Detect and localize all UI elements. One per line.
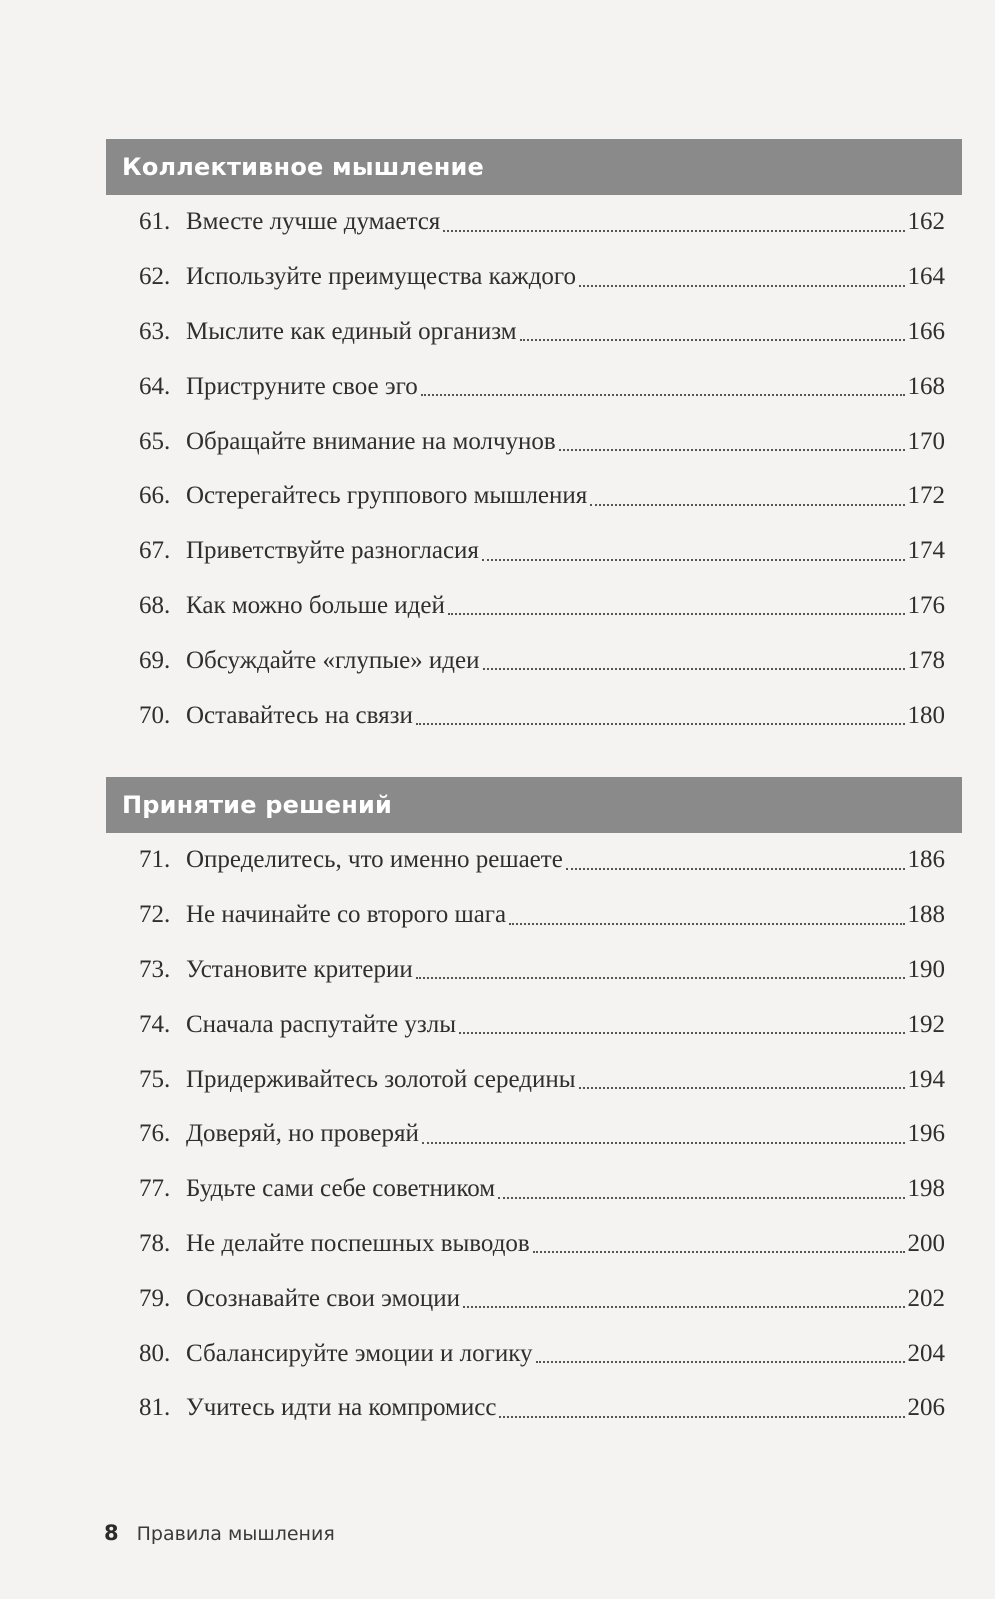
toc-entry [106, 1381, 962, 1436]
toc-entry-number: 81. [139, 1394, 171, 1422]
toc-entry-number: 80. [139, 1339, 171, 1367]
toc-entry-number: 65. [139, 427, 171, 455]
toc-entry-number: 70. [139, 701, 171, 729]
toc-entry-title: Учитесь идти на компромисс [186, 1394, 497, 1422]
toc-entry-page-number: 186 [907, 846, 945, 874]
toc-entry [106, 250, 962, 305]
toc-entry [106, 997, 962, 1052]
footer-book-title: Правила мышления [136, 1523, 335, 1545]
section-title: Принятие решений [122, 791, 393, 819]
toc-entry-number: 64. [139, 372, 171, 400]
dot-leader [416, 976, 905, 979]
toc-entry-title: Оставайтесь на связи [186, 701, 413, 729]
toc-entry-number: 63. [139, 317, 171, 345]
dot-leader [590, 503, 904, 506]
toc-entry-number: 75. [139, 1065, 171, 1093]
toc-entry [106, 359, 962, 414]
toc-entry-title: Приструните свое эго [186, 372, 418, 400]
toc-entry-page-number: 172 [907, 482, 945, 510]
toc-entry-page-number: 196 [907, 1120, 945, 1148]
dot-leader [416, 722, 905, 725]
toc-entry [106, 1271, 962, 1326]
toc-entry-number: 72. [139, 901, 171, 929]
toc-entry [106, 688, 962, 743]
toc-entry [106, 1217, 962, 1272]
toc-entry-page-number: 168 [907, 372, 945, 400]
toc-entry-page-number: 178 [907, 646, 945, 674]
footer-page-number: 8 [104, 1521, 119, 1545]
toc-entry-title: Не начинайте со второго шага [186, 901, 507, 929]
toc-entry-page-number: 162 [907, 208, 945, 236]
toc-entry-number: 77. [139, 1175, 171, 1203]
toc-entry-number: 76. [139, 1120, 171, 1148]
toc-entry [106, 1326, 962, 1381]
section-header [106, 139, 962, 195]
toc-entry-number: 61. [139, 208, 171, 236]
toc-entry [106, 469, 962, 524]
toc-entry-title: Вместе лучше думается [186, 208, 441, 236]
toc-entry-page-number: 176 [907, 591, 945, 619]
toc-entry-title: Установите критерии [186, 955, 413, 983]
toc-entry-number: 73. [139, 955, 171, 983]
page-footer [104, 1521, 335, 1545]
dot-leader [559, 448, 905, 451]
toc-list [106, 833, 962, 1436]
dot-leader [536, 1360, 905, 1363]
toc-entry [106, 579, 962, 634]
toc-entry-title: Как можно больше идей [186, 591, 445, 619]
toc-entry [106, 888, 962, 943]
toc-entry-page-number: 190 [907, 955, 945, 983]
dot-leader [520, 338, 905, 341]
section-header [106, 777, 962, 833]
toc-entry-number: 66. [139, 482, 171, 510]
toc-entry [106, 1052, 962, 1107]
toc-list [106, 195, 962, 743]
toc-entry-title: Не делайте поспешных выводов [186, 1229, 530, 1257]
toc-entry-number: 62. [139, 263, 171, 291]
dot-leader [533, 1250, 905, 1253]
dot-leader [421, 393, 905, 396]
dot-leader [566, 867, 905, 870]
toc-entry-title: Доверяй, но проверяй [186, 1120, 419, 1148]
toc-entry-title: Обсуждайте «глупые» идеи [186, 646, 480, 674]
toc-entry-number: 68. [139, 591, 171, 619]
dot-leader [483, 667, 905, 670]
toc-entry [106, 195, 962, 250]
toc-entry-page-number: 164 [907, 263, 945, 291]
dot-leader [579, 1086, 905, 1089]
toc-entry [106, 943, 962, 998]
toc-entry-number: 78. [139, 1229, 171, 1257]
dot-leader [579, 284, 904, 287]
toc-entry-page-number: 204 [907, 1339, 945, 1367]
dot-leader [448, 612, 905, 615]
toc-entry-number: 69. [139, 646, 171, 674]
section-title: Коллективное мышление [122, 153, 484, 181]
toc-entry-title: Сбалансируйте эмоции и логику [186, 1339, 533, 1367]
dot-leader [499, 1415, 904, 1418]
toc-entry [106, 833, 962, 888]
toc-entry-title: Приветствуйте разногласия [186, 537, 479, 565]
toc-entry-page-number: 202 [907, 1284, 945, 1312]
toc-entry-title: Будьте сами себе советником [186, 1175, 496, 1203]
toc-entry-page-number: 194 [907, 1065, 945, 1093]
toc-entry-page-number: 174 [907, 537, 945, 565]
toc-entry [106, 414, 962, 469]
toc-entry-title: Мыслите как единый организм [186, 317, 517, 345]
toc-entry-title: Осознавайте свои эмоции [186, 1284, 461, 1312]
toc-entry-title: Сначала распутайте узлы [186, 1010, 457, 1038]
toc-entry-page-number: 198 [907, 1175, 945, 1203]
toc-entry [106, 524, 962, 579]
toc-entry-page-number: 166 [907, 317, 945, 345]
toc-entry-title: Придерживайтесь золотой середины [186, 1065, 576, 1093]
toc-entry-page-number: 192 [907, 1010, 945, 1038]
toc-entry-number: 74. [139, 1010, 171, 1038]
dot-leader [509, 922, 904, 925]
toc-entry [106, 305, 962, 360]
toc-entry-page-number: 170 [907, 427, 945, 455]
toc-entry-page-number: 200 [907, 1229, 945, 1257]
toc-entry-number: 79. [139, 1284, 171, 1312]
dot-leader [459, 1031, 904, 1034]
dot-leader [443, 229, 904, 232]
dot-leader [422, 1141, 905, 1144]
toc-entry-page-number: 180 [907, 701, 945, 729]
dot-leader [498, 1196, 904, 1199]
dot-leader [463, 1305, 904, 1308]
toc-entry [106, 1107, 962, 1162]
dot-leader [482, 558, 905, 561]
toc-entry-title: Используйте преимущества каждого [186, 263, 577, 291]
toc-entry [106, 633, 962, 688]
toc-entry-page-number: 188 [907, 901, 945, 929]
toc-entry-number: 71. [139, 846, 171, 874]
toc-entry-page-number: 206 [907, 1394, 945, 1422]
toc-entry-title: Обращайте внимание на молчунов [186, 427, 556, 455]
toc-entry [106, 1162, 962, 1217]
toc-section-decision-making [106, 777, 962, 1436]
toc-entry-number: 67. [139, 537, 171, 565]
toc-entry-title: Остерегайтесь группового мышления [186, 482, 588, 510]
toc-section-collective-thinking [106, 139, 962, 743]
toc-entry-title: Определитесь, что именно решаете [186, 846, 563, 874]
